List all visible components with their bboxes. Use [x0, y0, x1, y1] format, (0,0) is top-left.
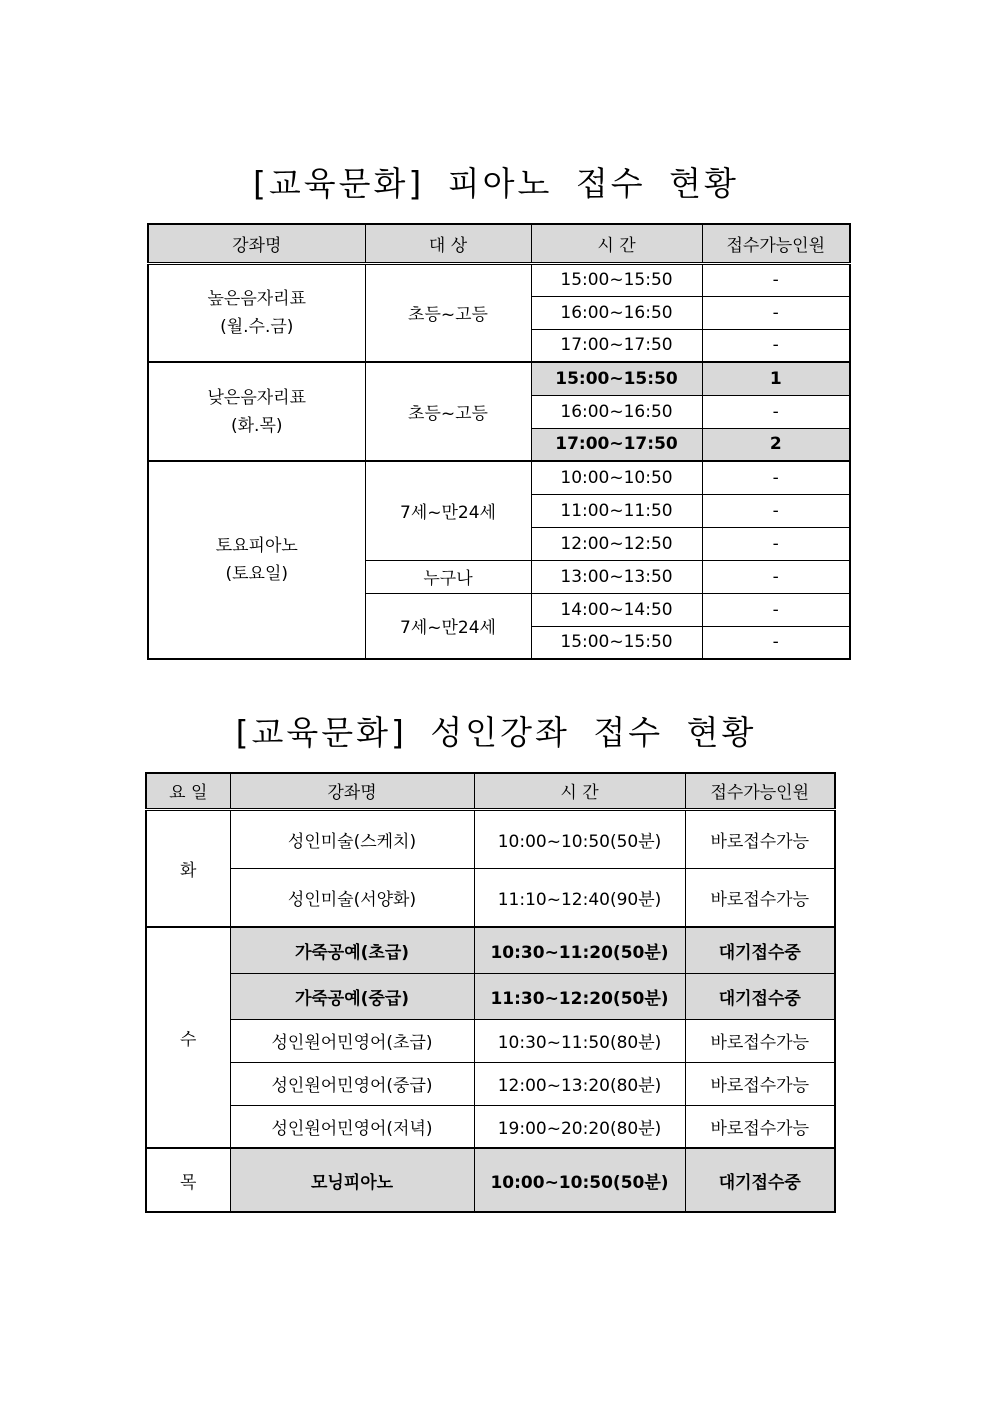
- target-cell: 7세~만24세: [365, 593, 531, 659]
- target-cell: 7세~만24세: [365, 461, 531, 560]
- avail-cell: -: [702, 395, 850, 428]
- col-day: 요 일: [146, 773, 230, 809]
- time-cell: 10:30~11:50(80분): [474, 1019, 685, 1062]
- course-cell: 성인원어민영어(중급): [230, 1062, 474, 1105]
- course-cell: 가죽공예(중급): [230, 973, 474, 1019]
- time-cell: 17:00~17:50: [531, 329, 702, 362]
- status-cell: 대기접수중: [685, 927, 835, 973]
- avail-cell: -: [702, 593, 850, 626]
- time-cell: 12:00~12:50: [531, 527, 702, 560]
- course-cell: [148, 362, 365, 461]
- status-cell: 바로접수가능: [685, 868, 835, 927]
- course-cell: 성인원어민영어(초급): [230, 1019, 474, 1062]
- col-target: 대 상: [365, 224, 531, 263]
- table-row: [146, 973, 835, 1019]
- avail-cell: -: [702, 329, 850, 362]
- avail-cell: 1: [702, 362, 850, 395]
- course-days: (토요일): [225, 564, 289, 584]
- col-course: 강좌명: [148, 224, 365, 263]
- time-cell: 16:00~16:50: [531, 296, 702, 329]
- table-row: [146, 868, 835, 927]
- course-days: (화.목): [230, 415, 283, 436]
- header-row: [146, 773, 835, 809]
- time-cell: 15:00~15:50: [531, 626, 702, 659]
- avail-cell: 2: [702, 428, 850, 461]
- time-cell: 14:00~14:50: [531, 593, 702, 626]
- status-cell: 대기접수중: [685, 973, 835, 1019]
- course-name: 토요피아노: [215, 536, 298, 556]
- course-name: 높은음자리표: [207, 288, 307, 309]
- table-row: [148, 263, 850, 296]
- piano-title: [교육문화] 피아노 접수 현황: [253, 164, 739, 203]
- col-time: 시 간: [531, 224, 702, 263]
- col-available: 접수가능인원: [702, 224, 850, 263]
- time-cell: 10:00~10:50(50분): [474, 809, 685, 868]
- day-cell: 목: [146, 1148, 230, 1212]
- table-row: [146, 1105, 835, 1148]
- time-cell: 11:30~12:20(50분): [474, 973, 685, 1019]
- day-cell: 수: [146, 927, 230, 1148]
- status-cell: 바로접수가능: [685, 1105, 835, 1148]
- time-cell: 17:00~17:50: [531, 428, 702, 461]
- time-cell: 10:30~11:20(50분): [474, 927, 685, 973]
- course-name: 낮은음자리표: [207, 387, 307, 408]
- time-cell: 15:00~15:50: [531, 263, 702, 296]
- avail-cell: -: [702, 296, 850, 329]
- piano-table: [147, 223, 851, 660]
- day-cell: 화: [146, 809, 230, 927]
- table-row: [146, 1148, 835, 1212]
- target-cell: 초등~고등: [365, 362, 531, 461]
- status-cell: 대기접수중: [685, 1148, 835, 1212]
- avail-cell: -: [702, 527, 850, 560]
- time-cell: 10:00~10:50(50분): [474, 1148, 685, 1212]
- avail-cell: -: [702, 560, 850, 593]
- table-row: [148, 461, 850, 494]
- time-cell: 11:10~12:40(90분): [474, 868, 685, 927]
- table-row: [146, 809, 835, 868]
- course-cell: 성인미술(서양화): [230, 868, 474, 927]
- course-cell: 가죽공예(초급): [230, 927, 474, 973]
- adult-table: [145, 772, 836, 1213]
- time-cell: 15:00~15:50: [531, 362, 702, 395]
- course-cell: [148, 461, 365, 659]
- course-cell: 성인원어민영어(저녁): [230, 1105, 474, 1148]
- course-cell: 모닝피아노: [230, 1148, 474, 1212]
- avail-cell: -: [702, 494, 850, 527]
- table-row: [148, 362, 850, 395]
- time-cell: 19:00~20:20(80분): [474, 1105, 685, 1148]
- avail-cell: -: [702, 263, 850, 296]
- course-cell: [148, 263, 365, 362]
- time-cell: 13:00~13:50: [531, 560, 702, 593]
- header-row: [148, 224, 850, 263]
- time-cell: 10:00~10:50: [531, 461, 702, 494]
- time-cell: 12:00~13:20(80분): [474, 1062, 685, 1105]
- course-days: (월.수.금): [220, 316, 294, 337]
- table-row: [146, 927, 835, 973]
- status-cell: 바로접수가능: [685, 809, 835, 868]
- col-course: 강좌명: [230, 773, 474, 809]
- avail-cell: -: [702, 461, 850, 494]
- target-cell: 초등~고등: [365, 263, 531, 362]
- table-row: [146, 1019, 835, 1062]
- table-row: [146, 1062, 835, 1105]
- target-cell: 누구나: [365, 560, 531, 593]
- col-available: 접수가능인원: [685, 773, 835, 809]
- status-cell: 바로접수가능: [685, 1019, 835, 1062]
- col-time: 시 간: [474, 773, 685, 809]
- time-cell: 11:00~11:50: [531, 494, 702, 527]
- avail-cell: -: [702, 626, 850, 659]
- time-cell: 16:00~16:50: [531, 395, 702, 428]
- status-cell: 바로접수가능: [685, 1062, 835, 1105]
- adult-title: [교육문화] 성인강좌 접수 현황: [235, 713, 757, 752]
- course-cell: 성인미술(스케치): [230, 809, 474, 868]
